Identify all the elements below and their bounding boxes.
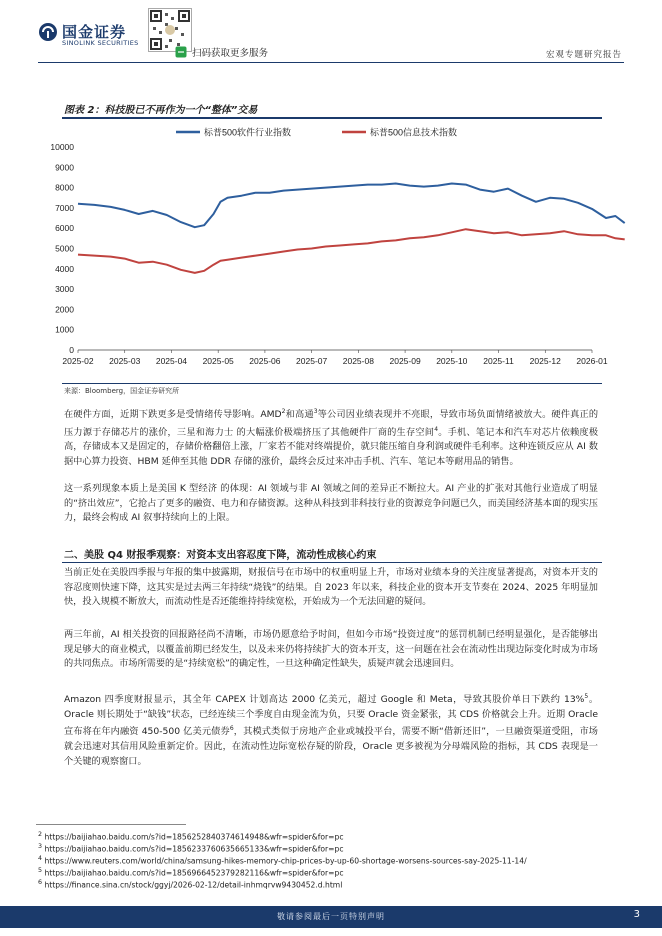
section-divider (62, 562, 602, 563)
footnote-link[interactable]: https://baijiahao.baidu.com/s?id=1856233760635665133&wfr=spider&for=pc (44, 844, 344, 854)
y-tick-label: 5000 (55, 243, 74, 254)
y-tick-label: 0 (69, 345, 74, 355)
footnote-link[interactable]: https://finance.sina.cn/stock/ggyj/2026-02-12/detail-inhmqrvw9430452.d.html (44, 880, 343, 890)
x-tick-label: 2025-11 (483, 356, 514, 366)
footnote: $^5$ https://baijiahao.baidu.com/s?id=1856966452379282116&wfr=spider&for=pc (38, 867, 344, 878)
footnote-divider (36, 824, 186, 825)
x-tick-label: 2025-05 (202, 356, 234, 366)
header-divider (38, 62, 624, 63)
x-tick-label: 2025-03 (109, 356, 141, 366)
paragraph-investment-return: 两三年前，AI 相关投资的回报路径尚不清晰，市场仍愿意给予时间，但如今市场“投资过度”的惩罚机制已经明显强化，是否能够出现足够大的商业模式，以覆盖前期已经发生，以及未来仍将持续扩大的资本开支，这一问题在社会在流动性出现边际变化时成为市场的共同焦点。市场所需要的是“持续宽松”的确定性，一旦这种确定性缺失，质疑声就会迅速回归。 (64, 629, 598, 670)
x-tick-label: 2025-10 (436, 356, 468, 366)
scan-icon (175, 46, 187, 58)
y-tick-label: 1000 (55, 324, 74, 335)
footnote-ref[interactable]: 6 (229, 725, 234, 733)
y-tick-label: 10000 (50, 142, 74, 152)
company-name-en: SINOLINK SECURITIES (62, 39, 139, 47)
y-tick-label: 2000 (55, 304, 74, 315)
line-chart (50, 122, 608, 380)
footnote-ref[interactable]: 3 (313, 408, 318, 415)
y-tick-label: 3000 (55, 284, 74, 295)
series-line-2 (78, 229, 625, 273)
x-tick-label: 2025-07 (296, 356, 328, 366)
x-tick-label: 2026-01 (576, 356, 608, 366)
footnote-ref[interactable]: 4 (434, 425, 439, 433)
y-tick-label: 7000 (55, 202, 74, 213)
footer-disclaimer[interactable]: 敬请参阅最后一页特别声明 (277, 912, 385, 921)
y-tick-label: 8000 (55, 182, 74, 193)
footnote: $^2$ https://baijiahao.baidu.com/s?id=1856252840374614948&wfr=spider&for=pc (38, 831, 344, 842)
source-divider (62, 383, 602, 384)
paragraph-k-economy: 这一系列现象本质上是美国 K 型经济 的体现：AI 领域与非 AI 领域之间的差异正不断拉大。AI 产业的扩张对其他行业造成了明显的“挤出效应”，它抢占了更多的融资、电力和存储资源。这种从科技到非科技行业的资源竞争问题已久，而美国经济基本面的现实压力，最终会构成 AI 叙事持续向上的上限。 (64, 483, 598, 524)
footnote-link[interactable]: https://www.reuters.com/world/china/samsung-hikes-memory-chip-prices-by-up-60-shortage-worsens-sources-say-2025-11-14/ (44, 856, 527, 866)
footnote: $^3$ https://baijiahao.baidu.com/s?id=1856233760635665133&wfr=spider&for=pc (38, 843, 344, 854)
x-tick-label: 2025-09 (389, 356, 421, 366)
series-line-1 (78, 184, 625, 228)
paragraph-amazon-oracle: Amazon 四季度财报显示，其全年 CAPEX 计划高达 2000 亿美元，超过 Google 和 Meta，导致其股价单日下跌约 13%$^5$。Oracle 则长期处于“缺钱”状态，已经连续三个季度自由现金流为负，只要 Oracle 资金紧张，其 CDS 价格就会上升。近期 Oracle 宣布将在年内融资 450-500 亿美元债券$^6$，其模式类似于房地产企业或城投平台，需要不断“借新还旧”，一旦融资渠道受阻，市场就会迅速对其信用风险重新定价。因此，在流动性边际宽松存疑的阶段，Oracle 更多被视为分母端风险的指标，其 CDS 表现是一个关键的观察窗口。 (64, 693, 599, 767)
footnote-ref[interactable]: 5 (584, 693, 589, 700)
section-title: 二、美股 Q4 财报季观察：对资本支出容忍度下降，流动性成核心约束 (64, 550, 377, 561)
y-tick-label: 4000 (55, 263, 74, 274)
page-number: 3 (633, 909, 640, 920)
y-tick-label: 9000 (55, 162, 74, 173)
figure-divider (62, 117, 602, 119)
report-type: 宏观专题研究报告 (545, 50, 622, 60)
y-tick-label: 6000 (55, 223, 74, 234)
x-tick-label: 2025-02 (62, 356, 94, 366)
footnote-link[interactable]: https://baijiahao.baidu.com/s?id=1856966452379282116&wfr=spider&for=pc (44, 868, 344, 878)
x-tick-label: 2025-12 (529, 356, 561, 366)
company-logo-icon (38, 22, 58, 42)
figure-source: 来源：Bloomberg，国金证券研究所 (64, 387, 180, 395)
x-tick-label: 2025-08 (342, 356, 374, 366)
footnote: $^6$ https://finance.sina.cn/stock/ggyj/2026-02-12/detail-inhmqrvw9430452.d.html (38, 879, 343, 890)
scan-prompt: 扫码获取更多服务 (192, 48, 269, 59)
footnote: $^4$ https://www.reuters.com/world/china/samsung-hikes-memory-chip-prices-by-up-60-shortage-worsens-sources-say-2025-11-14/ (38, 855, 527, 866)
x-tick-label: 2025-04 (155, 356, 188, 366)
footnote-link[interactable]: https://baijiahao.baidu.com/s?id=1856252840374614948&wfr=spider&for=pc (44, 832, 344, 842)
legend-label: 标普500软件行业指数 (204, 127, 292, 138)
paragraph-earnings-season: 当前正处在美股四季报与年报的集中披露期，财报信号在市场中的权重明显上升，市场对业绩本身的关注度显著提高，对资本开支的容忍度则快速下降，这其实是过去两三年持续“烧钱”的结果。自 2023 年以来，科技企业的资本开支节奏在 2024、2025 年明显加快，投入规模不断放大，而流动性是否还能维持持续宽松，开始成为一个无法回避的疑问。 (64, 567, 598, 608)
figure-title: 图表 2：科技股已不再作为一个“整体”交易 (64, 105, 258, 116)
paragraph-hardware: 在硬件方面，近期下跌更多是受情绪传导影响。AMD$^2$和高通$^3$等公司因业绩表现并不亮眼，导致市场负面情绪被放大。硬件真正的压力源于存储芯片的涨价，三星和海力士 的大幅涨价极端挤压了其他硬件厂商的生存空间$^4$。手机、笔记本和汽车对芯片依赖度极高，存储成本又是固定的，存储价格翻倍上涨，厂家若不能对终端提价，就只能压缩自身利润或硬件毛利率。这种连锁反应从 AI 数据中心算力投资、HBM 延伸至其他 DDR 存储的涨价，最终会反过来冲击手机、汽车、笔记本等耐用品的销售。 (64, 408, 599, 467)
x-tick-label: 2025-06 (249, 356, 281, 366)
company-name: 国金证券 (62, 23, 127, 41)
footnote-ref[interactable]: 2 (281, 408, 286, 415)
legend-label: 标普500信息技术指数 (370, 127, 458, 138)
